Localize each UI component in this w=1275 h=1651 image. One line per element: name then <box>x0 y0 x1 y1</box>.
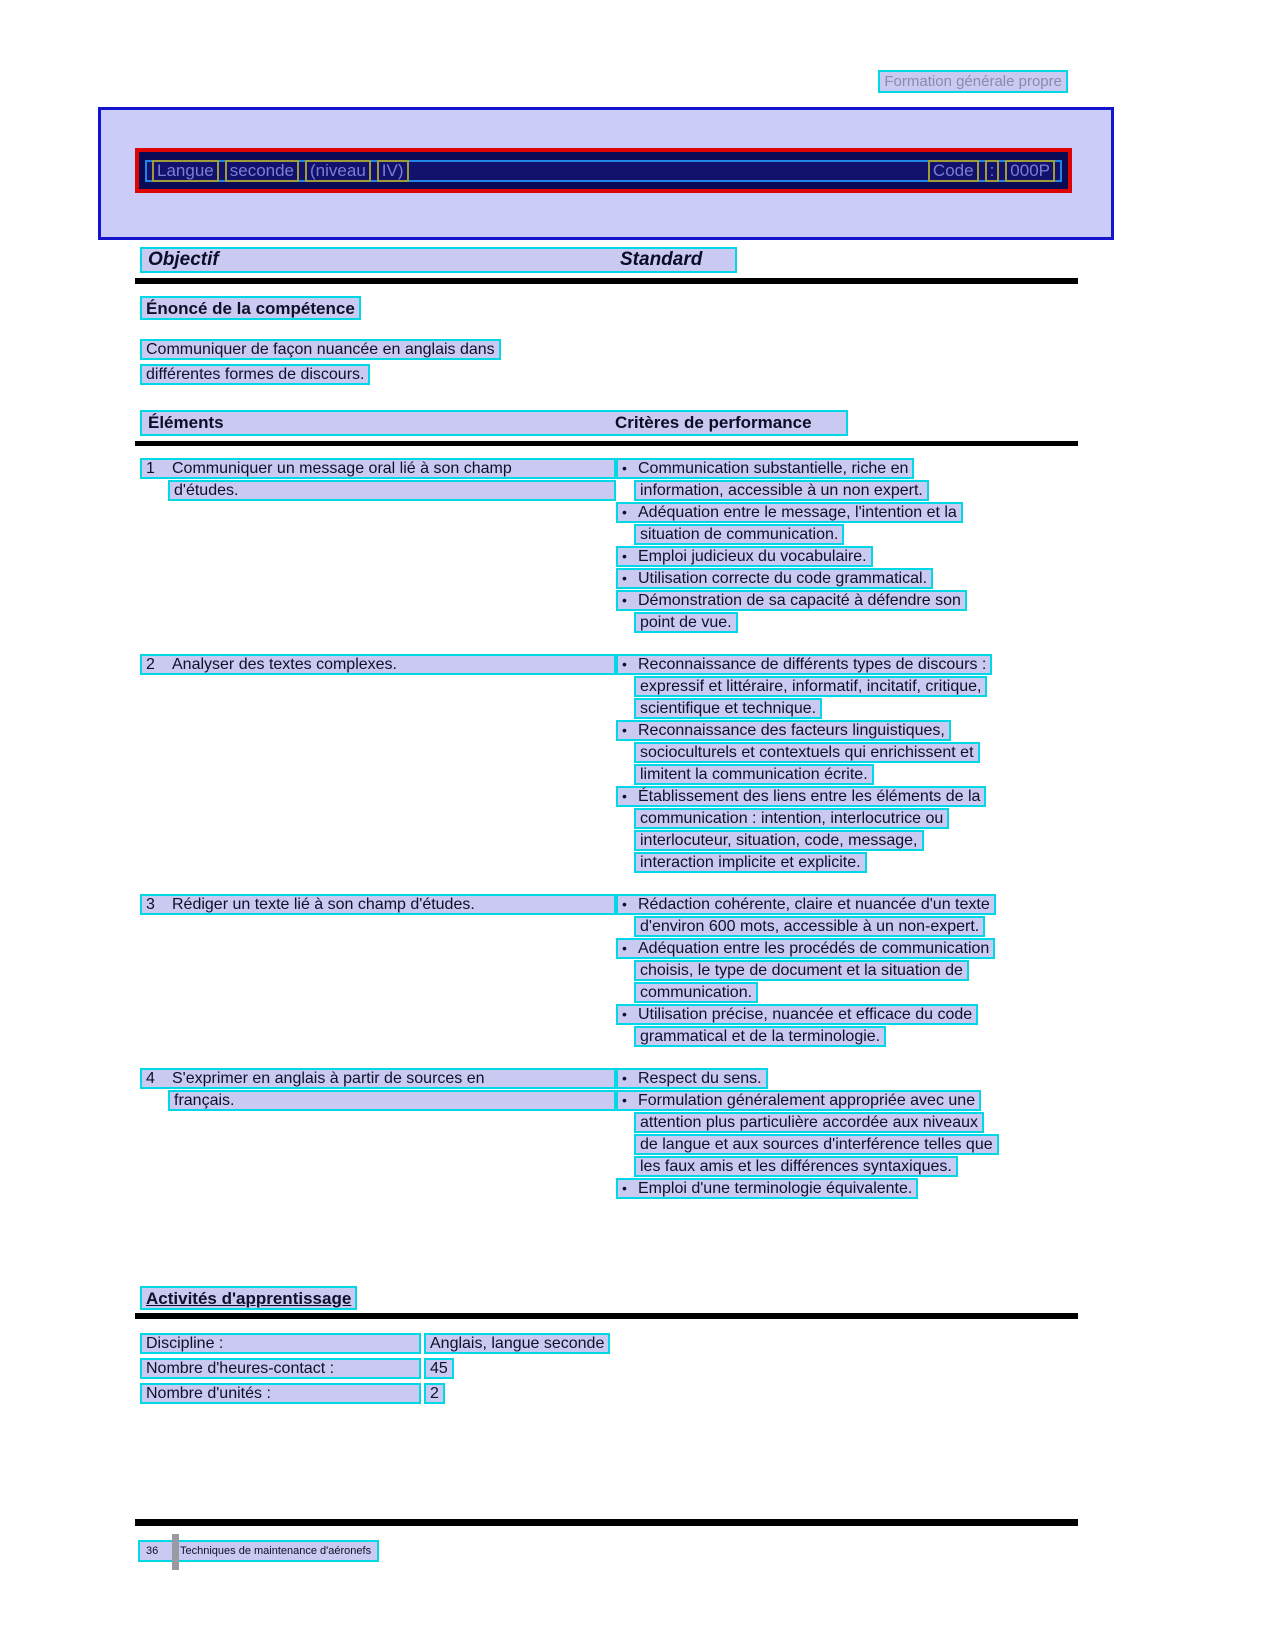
enonce-heading: Énoncé de la compétence <box>140 296 361 320</box>
criterion-text: communication. <box>640 984 753 1001</box>
criterion-text: Utilisation précise, nuancée et efficace du code <box>638 1006 973 1023</box>
criterion-line <box>616 612 1080 634</box>
criterion-line <box>616 852 1080 874</box>
item-number: 4 <box>146 1070 155 1087</box>
criterion-line <box>616 830 1080 852</box>
course-title-bar <box>135 148 1072 193</box>
element-cell <box>140 458 616 502</box>
code-word: Code <box>928 160 979 182</box>
criterion-text: de langue et aux sources d'interférence telles que <box>640 1136 993 1153</box>
criterion-line <box>616 1026 1080 1048</box>
criterion-line <box>616 1178 1080 1200</box>
bullet-icon: • <box>622 1070 627 1086</box>
item-number: 3 <box>146 896 155 913</box>
element-line <box>140 480 616 502</box>
criterion-line <box>616 654 1080 676</box>
criterion-text: situation de communication. <box>640 526 839 543</box>
bullet-icon: • <box>622 896 627 912</box>
criterion-line <box>616 960 1080 982</box>
criterion-line <box>616 742 1080 764</box>
criterion-text: interlocuteur, situation, code, message, <box>640 832 918 849</box>
criterion-text: limitent la communication écrite. <box>640 766 868 783</box>
activites-heading: Activités d'apprentissage <box>140 1286 357 1310</box>
criterion-text: d'environ 600 mots, accessible à un non-expert. <box>640 918 980 935</box>
criterion-line <box>616 786 1080 808</box>
info-value: Anglais, langue seconde <box>424 1333 610 1354</box>
columns-header-bar <box>140 410 848 436</box>
competency-row <box>140 1068 1080 1200</box>
course-title <box>152 160 409 182</box>
element-text: S'exprimer en anglais à partir de sources en <box>172 1070 485 1087</box>
criterion-text: choisis, le type de document et la situation de <box>640 962 963 979</box>
page-number: 36 <box>146 1544 159 1557</box>
title-word: seconde <box>225 160 299 182</box>
criterion-line <box>616 502 1080 524</box>
bullet-icon: • <box>622 548 627 564</box>
criterion-text: scientifique et technique. <box>640 700 817 717</box>
criterion-text: socioculturels et contextuels qui enrichissent et <box>640 744 974 761</box>
bullet-icon: • <box>622 1180 627 1196</box>
footer-separator-bar <box>172 1534 179 1570</box>
criteria-cell <box>616 654 1080 874</box>
divider-rule <box>135 1313 1078 1319</box>
objectif-standard-bar <box>140 247 737 273</box>
criterion-line <box>616 982 1080 1004</box>
criterion-text: Formulation généralement appropriée avec une <box>638 1092 976 1109</box>
standard-heading: Standard <box>620 249 703 270</box>
criterion-text: communication : intention, interlocutrice ou <box>640 810 944 827</box>
element-cell <box>140 894 616 916</box>
info-table <box>140 1333 610 1408</box>
bullet-icon: • <box>622 722 627 738</box>
criterion-line <box>616 720 1080 742</box>
bullet-icon: • <box>622 788 627 804</box>
criterion-line <box>616 568 1080 590</box>
criterion-text: Démonstration de sa capacité à défendre son <box>638 592 961 609</box>
title-word: (niveau <box>305 160 371 182</box>
title-word: Langue <box>152 160 219 182</box>
criterion-line <box>616 1112 1080 1134</box>
footer-rule <box>135 1519 1078 1526</box>
element-text: Analyser des textes complexes. <box>172 656 397 673</box>
element-line <box>140 1068 616 1090</box>
criterion-line <box>616 1156 1080 1178</box>
criterion-line <box>616 808 1080 830</box>
criterion-line <box>616 480 1080 502</box>
divider-rule <box>135 441 1078 446</box>
competency-row <box>140 894 1080 1048</box>
info-row <box>140 1383 610 1408</box>
criterion-text: information, accessible à un non expert. <box>640 482 923 499</box>
criteres-heading: Critères de performance <box>615 413 812 432</box>
element-text: d'études. <box>174 482 239 499</box>
criterion-text: Utilisation correcte du code grammatical. <box>638 570 928 587</box>
bullet-icon: • <box>622 460 627 476</box>
criterion-line <box>616 524 1080 546</box>
criterion-line <box>616 590 1080 612</box>
criterion-text: Adéquation entre les procédés de communication <box>638 940 990 957</box>
course-code <box>928 160 1055 182</box>
element-text: français. <box>174 1092 235 1109</box>
criterion-text: Reconnaissance des facteurs linguistiques, <box>638 722 945 739</box>
competency-row <box>140 458 1080 634</box>
criterion-text: Établissement des liens entre les éléments de la <box>638 788 981 805</box>
criteria-cell <box>616 1068 1080 1200</box>
item-number: 2 <box>146 656 155 673</box>
criterion-line <box>616 546 1080 568</box>
element-line <box>140 1090 616 1112</box>
footer-text: Techniques de maintenance d'aéronefs <box>180 1544 372 1557</box>
item-number: 1 <box>146 460 155 477</box>
enonce-line: Communiquer de façon nuancée en anglais dans <box>140 339 501 360</box>
criterion-line <box>616 938 1080 960</box>
criterion-text: Adéquation entre le message, l'intention et la <box>638 504 957 521</box>
criterion-text: Emploi judicieux du vocabulaire. <box>638 548 867 565</box>
code-word: : <box>985 160 1000 182</box>
criterion-line <box>616 1004 1080 1026</box>
criterion-line <box>616 458 1080 480</box>
info-label: Discipline : <box>140 1333 421 1354</box>
element-line <box>140 654 616 676</box>
running-head: Formation générale propre <box>878 70 1068 93</box>
criterion-line <box>616 1134 1080 1156</box>
criterion-text: interaction implicite et explicite. <box>640 854 861 871</box>
element-line <box>140 894 616 916</box>
criterion-text: Reconnaissance de différents types de discours : <box>638 656 987 673</box>
info-label: Nombre d'unités : <box>140 1383 421 1404</box>
bullet-icon: • <box>622 656 627 672</box>
criterion-text: les faux amis et les différences syntaxiques. <box>640 1158 952 1175</box>
objectif-heading: Objectif <box>148 249 219 270</box>
bullet-icon: • <box>622 592 627 608</box>
criterion-line <box>616 1068 1080 1090</box>
criterion-line <box>616 764 1080 786</box>
info-value: 45 <box>424 1358 454 1379</box>
element-text: Rédiger un texte lié à son champ d'études. <box>172 896 475 913</box>
criterion-text: expressif et littéraire, informatif, incitatif, critique, <box>640 678 982 695</box>
divider-rule <box>135 278 1078 284</box>
criterion-text: Respect du sens. <box>638 1070 762 1087</box>
element-line <box>140 458 616 480</box>
criteria-cell <box>616 894 1080 1048</box>
title-line-highlight <box>145 160 1062 182</box>
info-value: 2 <box>424 1383 445 1404</box>
criterion-text: Rédaction cohérente, claire et nuancée d'un texte <box>638 896 990 913</box>
bullet-icon: • <box>622 570 627 586</box>
competency-items <box>140 458 1080 1220</box>
criterion-text: Communication substantielle, riche en <box>638 460 909 477</box>
criterion-line <box>616 1090 1080 1112</box>
element-cell <box>140 654 616 676</box>
code-word: 000P <box>1005 160 1055 182</box>
elements-heading: Éléments <box>148 413 224 432</box>
competency-row <box>140 654 1080 874</box>
enonce-line: différentes formes de discours. <box>140 364 370 385</box>
criterion-text: attention plus particulière accordée aux niveaux <box>640 1114 978 1131</box>
criteria-cell <box>616 458 1080 634</box>
criterion-line <box>616 676 1080 698</box>
element-cell <box>140 1068 616 1112</box>
bullet-icon: • <box>622 1092 627 1108</box>
criterion-text: Emploi d'une terminologie équivalente. <box>638 1180 913 1197</box>
bullet-icon: • <box>622 940 627 956</box>
criterion-line <box>616 698 1080 720</box>
criterion-text: point de vue. <box>640 614 732 631</box>
criterion-line <box>616 894 1080 916</box>
info-label: Nombre d'heures-contact : <box>140 1358 421 1379</box>
criterion-line <box>616 916 1080 938</box>
info-row <box>140 1358 610 1383</box>
criterion-text: grammatical et de la terminologie. <box>640 1028 881 1045</box>
bullet-icon: • <box>622 1006 627 1022</box>
title-word: IV) <box>377 160 409 182</box>
info-row <box>140 1333 610 1358</box>
element-text: Communiquer un message oral lié à son champ <box>172 460 512 477</box>
bullet-icon: • <box>622 504 627 520</box>
title-frame <box>98 107 1114 240</box>
